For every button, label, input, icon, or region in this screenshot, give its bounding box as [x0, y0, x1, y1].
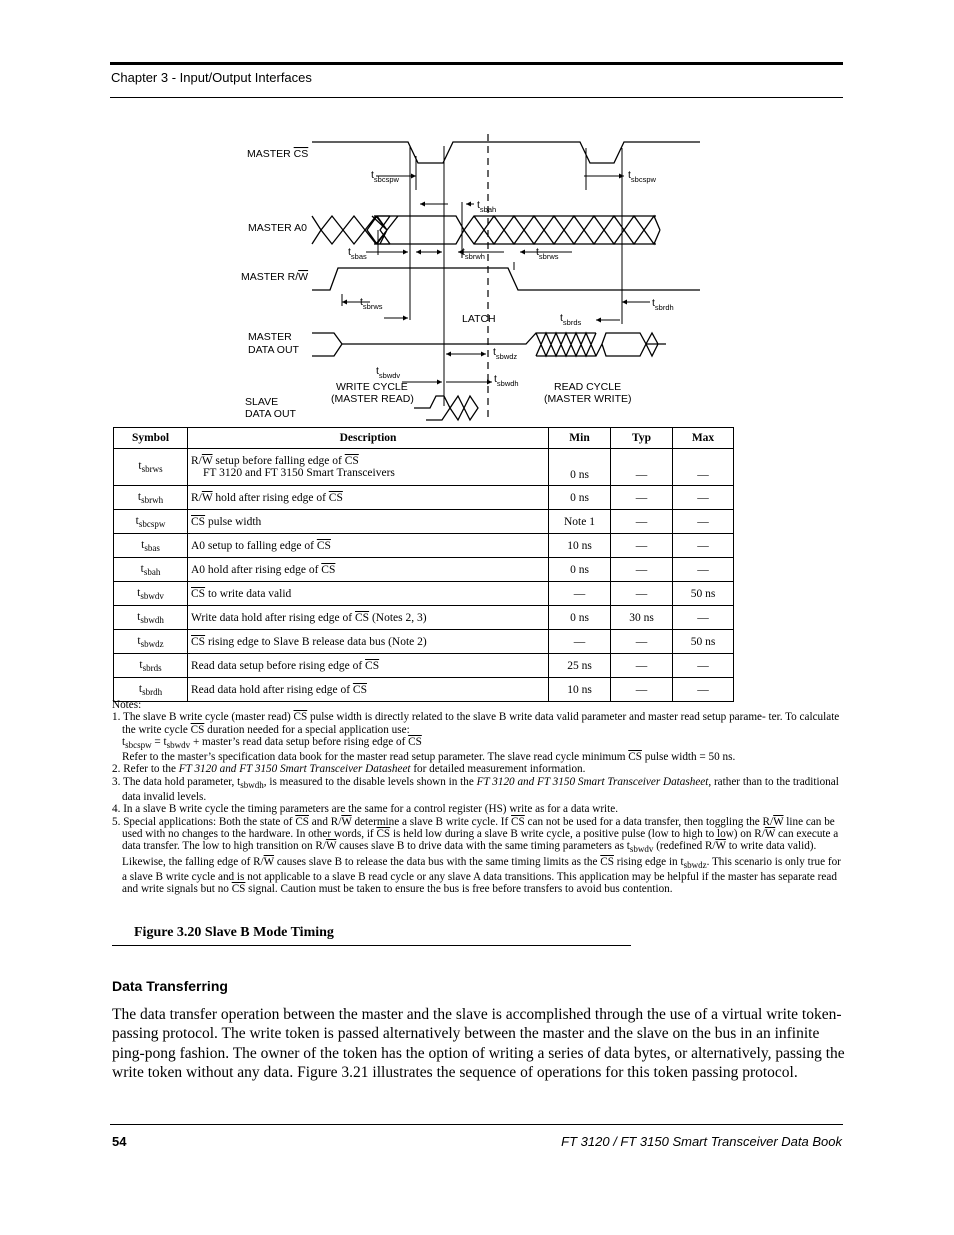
footer-rule [110, 1124, 843, 1125]
page-number: 54 [112, 1134, 127, 1149]
notes-block [112, 699, 844, 895]
text-run: pulse width [205, 515, 262, 528]
timing-parameter-table [113, 427, 734, 702]
text-run: can execute a data transfer. The low to high transition on R/ [122, 827, 839, 853]
label-write-cycle-1: WRITE CYCLE [336, 381, 408, 393]
description-cell [188, 654, 549, 678]
rw-waveform [312, 268, 700, 290]
symbol-cell [114, 558, 188, 582]
max-cell: — [673, 558, 734, 582]
overline-text: $\overline{CS}$ [328, 491, 343, 504]
description-cell [188, 558, 549, 582]
label-write-cycle-2: (MASTER READ) [331, 393, 414, 405]
symbol-subscript: sbwdv [140, 590, 164, 601]
symbol-cell [114, 606, 188, 630]
label-slave-data-out-2: DATA OUT [245, 408, 296, 420]
slave-b-timing-diagram [230, 130, 700, 425]
overline-text: $\overline{CS}$ [293, 711, 308, 724]
subscript-text: sbwdv [166, 739, 191, 750]
overline-text: $\overline{W}$ [201, 455, 213, 467]
text-run: A0 setup to falling edge of [191, 539, 317, 552]
text-run: 2. Refer to the [112, 763, 179, 776]
table-row [114, 630, 734, 654]
symbol-cell [114, 582, 188, 606]
label-tsbrds: $t_{sbrds}$ [560, 312, 582, 327]
symbol-subscript: sbas [144, 542, 160, 553]
label-tsbwdz: $t_{sbwdz}$ [493, 346, 518, 361]
min-cell: Note 1 [549, 510, 611, 534]
typ-cell: — [611, 654, 673, 678]
label-master-data-out-2: DATA OUT [248, 344, 299, 356]
max-cell: — [673, 449, 734, 486]
text-run: for detailed measurement information. [410, 763, 586, 776]
text-run: + master’s read data setup before rising edge of [190, 735, 409, 748]
overline-text: $\overline{CS}$ [408, 735, 422, 748]
max-cell: 50 ns [673, 630, 734, 654]
table-row [114, 654, 734, 678]
label-slave-data-out-1: SLAVE [245, 396, 279, 408]
overline-text: $\overline{W}$ [263, 855, 275, 868]
text-run: to write data valid [205, 587, 292, 600]
col-min: Min [549, 428, 611, 449]
label-tsbwdh: $t_{sbwdh}$ [494, 373, 519, 388]
overline-text: $\overline{CS}$ [365, 659, 380, 672]
italic-text: FT 3120 and FT 3150 Smart Transceiver Datasheet [476, 775, 709, 788]
overline-text: $\overline{W}$ [325, 840, 337, 853]
label-master-a0: MASTER A0 [248, 222, 307, 234]
overline-text: $\overline{CS}$ [344, 455, 359, 467]
note-item [112, 776, 844, 804]
description-cell [188, 678, 549, 702]
overline-text: $\overline{CS}$ [316, 539, 331, 552]
header-rule-bottom [110, 97, 843, 98]
label-tsbcspw-left: $t_{sbcspw}$ [371, 169, 399, 184]
overline-text: $\overline{CS}$ [628, 751, 642, 764]
typ-cell: — [611, 510, 673, 534]
label-tsbwdv: $t_{sbwdv}$ [376, 365, 401, 380]
a0-waveform [312, 216, 464, 244]
symbol-t: t [137, 586, 141, 599]
text-run: Refer to the master’s specification data book for the master read setup parameter. The slave read cycle minimum [122, 751, 629, 764]
table-header-row [114, 428, 734, 449]
max-cell: 50 ns [673, 582, 734, 606]
text-run: R/ [191, 455, 202, 467]
symbol-cell [114, 654, 188, 678]
typ-cell: — [611, 558, 673, 582]
description-cell [188, 630, 549, 654]
typ-cell: — [611, 486, 673, 510]
text-run: Read data hold after rising edge of [191, 683, 353, 696]
label-tsbah: $t_{sbah}$ [477, 199, 497, 214]
symbol-t: t [137, 634, 141, 647]
max-cell: — [673, 654, 734, 678]
max-cell: — [673, 678, 734, 702]
max-cell: — [673, 486, 734, 510]
col-symbol: Symbol [114, 428, 188, 449]
typ-cell: — [611, 582, 673, 606]
col-max: Max [673, 428, 734, 449]
chapter-header: Chapter 3 - Input/Output Interfaces [111, 70, 312, 85]
overline-text: $\overline{CS}$ [191, 515, 206, 528]
min-cell: — [549, 630, 611, 654]
figure-rule [112, 945, 631, 946]
overline-text: $\overline{CS}$ [321, 563, 336, 576]
description-subline: FT 3120 and FT 3150 Smart Transceivers [203, 467, 395, 479]
figure-caption: Figure 3.20 Slave B Mode Timing [134, 925, 334, 940]
col-description: Description [188, 428, 549, 449]
overline-text: $\overline{CS}$ [295, 815, 309, 828]
table-row [114, 449, 734, 486]
label-master-cs: MASTER CS [247, 148, 309, 160]
overline-text: $\overline{CS}$ [191, 635, 206, 648]
overline-text: $\overline{CS}$ [231, 883, 246, 896]
label-read-cycle-1: READ CYCLE [554, 381, 622, 393]
overline-text: $\overline{W}$ [715, 840, 726, 853]
slave-data-out-waveform [414, 396, 478, 420]
note-item [112, 803, 844, 815]
min-cell: — [549, 582, 611, 606]
note-item [112, 763, 844, 775]
symbol-subscript: sbwdz [140, 638, 164, 649]
subscript-text: sbcspw [125, 739, 152, 750]
overline-text: $\overline{CS}$ [355, 611, 370, 624]
symbol-t: t [135, 514, 139, 527]
label-tsbcspw-right: $t_{sbcspw}$ [628, 169, 656, 184]
symbol-subscript: sbrdh [142, 686, 163, 697]
overline-text: $\overline{CS}$ [190, 723, 205, 736]
overline-text: $\overline{CS}$ [352, 683, 367, 696]
text-run: 5. Special applications: Both the state of [112, 815, 296, 828]
subscript-text: sbwdv [629, 844, 654, 855]
symbol-cell [114, 678, 188, 702]
table-row [114, 582, 734, 606]
italic-text: FT 3120 and FT 3150 Smart Transceiver Datasheet [178, 763, 411, 776]
symbol-t: t [137, 610, 141, 623]
text-run: rising edge in t [613, 855, 684, 868]
min-cell: 0 ns [549, 449, 611, 486]
table-row [114, 486, 734, 510]
typ-cell: — [611, 678, 673, 702]
overline-text: $\overline{CS}$ [600, 855, 614, 868]
text-run: . This scenario is only true for a slave B write cycle and is not applicable to a slave B read cycle or any slave A data transitions. This application may be helpful if the master has separate read and write signals but no [122, 855, 841, 896]
min-cell: 0 ns [549, 486, 611, 510]
typ-cell: — [611, 534, 673, 558]
description-cell [188, 582, 549, 606]
symbol-t: t [140, 562, 144, 575]
body-paragraph: The data transfer operation between the master and the slave is accomplished through the use of a virtual write token-passing protocol. The write token is passed alternatively between the master and the slave on the bus in an infinite ping-pong fashion. The owner of the token has the option of writing a series of data bytes, or alternatively, passing the write token without any data. Figure 3.21 illustrates the sequence of operations for this token passing protocol. [112, 1006, 845, 1081]
book-title: FT 3120 / FT 3150 Smart Transceiver Data Book [561, 1134, 842, 1149]
symbol-subscript: sbah [143, 566, 161, 577]
subscript-text: sbwdz [683, 859, 707, 870]
label-tsbrwh: $t_{sbrwh}$ [462, 246, 485, 261]
cs-waveform [312, 142, 700, 163]
table-row [114, 678, 734, 702]
symbol-t: t [141, 538, 145, 551]
text-run: Read data setup before rising edge of [191, 659, 366, 672]
text-run: hold after rising edge of [212, 491, 329, 504]
text-run: duration needed for a special application use: [204, 723, 410, 736]
table-row [114, 606, 734, 630]
description-cell [188, 606, 549, 630]
note-item [112, 711, 844, 736]
description-cell [188, 534, 549, 558]
text-run: R/ [191, 491, 202, 504]
typ-cell: — [611, 630, 673, 654]
description-cell [188, 510, 549, 534]
max-cell: — [673, 606, 734, 630]
symbol-t: t [138, 682, 143, 695]
text-run: A0 hold after rising edge of [191, 563, 322, 576]
text-run: 4. In a slave B write cycle the timing parameters are the same for a control register (HS) write as for a data write. [112, 803, 619, 816]
label-latch: LATCH [462, 313, 496, 325]
overline-text: $\overline{W}$ [764, 827, 776, 840]
table-row [114, 510, 734, 534]
symbol-subscript: sbrws [141, 464, 163, 474]
label-tsbrdh: $t_{sbrdh}$ [652, 297, 674, 312]
symbol-t: t [137, 490, 142, 503]
text-run: t [122, 735, 126, 748]
symbol-subscript: sbcspw [138, 518, 166, 529]
symbol-cell [114, 534, 188, 558]
symbol-t: t [139, 658, 143, 671]
text-run: signal. Caution must be taken to ensure the bus is free before transfers to avoid bus contention. [245, 883, 673, 896]
overline-text: $\overline{W}$ [341, 815, 352, 828]
overline-text: $\overline{CS}$ [511, 815, 525, 828]
label-master-data-out-1: MASTER [248, 331, 292, 343]
table-row [114, 534, 734, 558]
overline-text: $\overline{W}$ [773, 815, 784, 828]
text-run: can not be used for a data transfer, then toggling the R/ [524, 815, 774, 828]
subscript-text: sbwdh [240, 779, 264, 790]
text-run: 1. The slave B write cycle (master read) [112, 711, 294, 724]
table-row [114, 558, 734, 582]
label-master-rw: MASTER R/W [241, 271, 309, 283]
text-run: causes slave B to release the data bus with the same timing limits as the [274, 855, 601, 868]
description-cell [188, 449, 549, 486]
min-cell: 10 ns [549, 534, 611, 558]
description-cell [188, 486, 549, 510]
section-title: Data Transferring [112, 978, 228, 994]
symbol-t: t [138, 460, 142, 472]
text-run: (Notes 2, 3) [369, 611, 427, 624]
max-cell: — [673, 510, 734, 534]
symbol-cell [114, 630, 188, 654]
text-run: Write data hold after rising edge of [191, 611, 355, 624]
min-cell: 0 ns [549, 558, 611, 582]
text-run: (redefined R/ [653, 840, 716, 853]
overline-text: $\overline{CS}$ [376, 827, 391, 840]
text-run: , is measured to the disable levels shown in the [263, 775, 477, 788]
label-read-cycle-2: (MASTER WRITE) [544, 393, 632, 405]
symbol-cell [114, 449, 188, 486]
header-rule [110, 62, 843, 65]
label-tsbas: $t_{sbas}$ [348, 246, 367, 261]
symbol-cell [114, 510, 188, 534]
symbol-subscript: sbrwh [141, 494, 164, 505]
typ-cell: 30 ns [611, 606, 673, 630]
text-run: causes slave B to drive data with the same timing parameters as t [336, 840, 630, 853]
note-item [112, 816, 844, 896]
symbol-subscript: sbwdh [140, 614, 164, 625]
text-run: pulse width is directly related to the slave B write data valid parameter and master read setup parame- ter. To calculate the write cycle [122, 711, 840, 736]
label-tsbrws-top: $t_{sbrws}$ [536, 246, 559, 261]
text-run: pulse width = 50 ns. [641, 751, 736, 764]
typ-cell: — [611, 449, 673, 486]
text-run: rising edge to Slave B release data bus (Note 2) [205, 635, 427, 648]
min-cell: 25 ns [549, 654, 611, 678]
text-run: is held low during a slave B write cycle, a positive pulse (low to high to low) on R/ [390, 827, 765, 840]
symbol-subscript: sbrds [142, 662, 162, 673]
text-run: to write data valid). Likewise, the falling edge of R/ [122, 840, 817, 868]
symbol-cell [114, 486, 188, 510]
text-run: and R/ [309, 815, 342, 828]
master-data-out-waveform [312, 333, 666, 356]
max-cell: — [673, 534, 734, 558]
notes-title: Notes: [112, 699, 142, 711]
text-run: line can be used with no changes to the hardware. In other words, if [122, 815, 835, 840]
col-typ: Typ [611, 428, 673, 449]
overline-text: $\overline{W}$ [201, 491, 213, 504]
text-run: , rather than to the traditional data invalid levels. [122, 775, 839, 804]
text-run: 3. The data hold parameter, t [112, 775, 241, 788]
min-cell: 0 ns [549, 606, 611, 630]
text-run: setup before falling edge of [212, 455, 345, 467]
text-run: = t [151, 735, 167, 748]
label-tsbrws: $t_{sbrws}$ [360, 296, 383, 311]
overline-text: $\overline{CS}$ [191, 587, 206, 600]
note-item [112, 751, 844, 763]
note-item [112, 736, 844, 751]
text-run: determine a slave B write cycle. If [351, 815, 512, 828]
min-cell: 10 ns [549, 678, 611, 702]
